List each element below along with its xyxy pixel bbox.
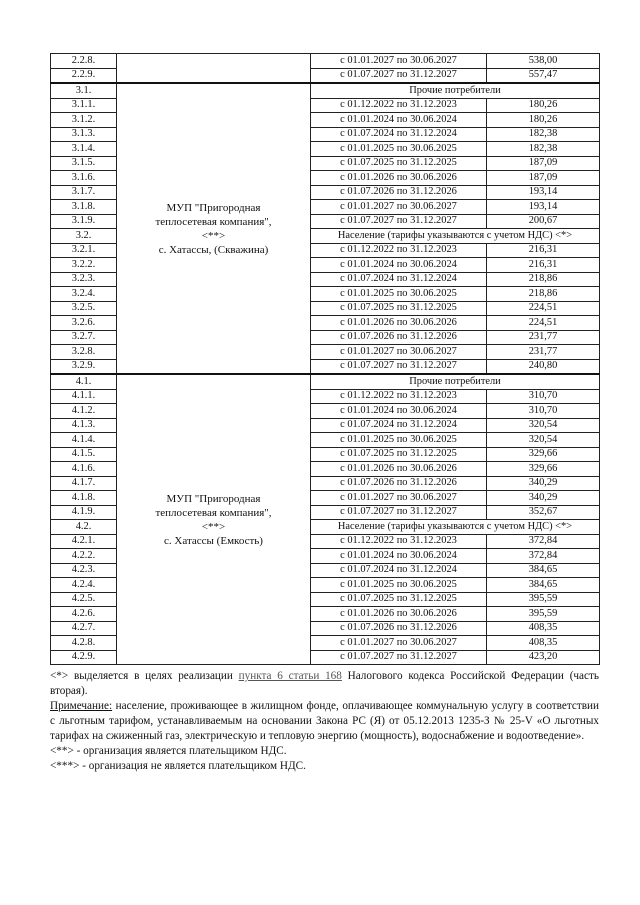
org-cell-empty — [117, 54, 311, 84]
row-number: 3.1.9. — [51, 214, 117, 229]
row-value: 320,54 — [487, 418, 600, 433]
row-number: 3.1.3. — [51, 127, 117, 142]
footnote-vat — [50, 669, 599, 699]
row-number: 4.1.8. — [51, 491, 117, 506]
row-number: 4.2.5. — [51, 592, 117, 607]
row-value: 408,35 — [487, 636, 600, 651]
footnote-vat-payer: <**> - организация является плательщиком НДС. — [50, 745, 287, 757]
row-value: 384,65 — [487, 578, 600, 593]
row-value: 329,66 — [487, 447, 600, 462]
table-row — [51, 54, 600, 69]
row-number: 4.2.6. — [51, 607, 117, 622]
row-period: с 01.12.2022 по 31.12.2023 — [311, 534, 487, 549]
row-value: 187,09 — [487, 156, 600, 171]
row-number: 3.1.2. — [51, 113, 117, 128]
row-period: с 01.01.2027 по 30.06.2027 — [311, 345, 487, 360]
row-period: с 01.07.2025 по 31.12.2025 — [311, 301, 487, 316]
row-period: с 01.07.2026 по 31.12.2026 — [311, 185, 487, 200]
row-period: с 01.01.2024 по 30.06.2024 — [311, 404, 487, 419]
footnote-vat-text-end: Налогового кодекса Российской Федерации (часть вторая). — [50, 670, 599, 697]
row-number: 3.1.4. — [51, 142, 117, 157]
footnote-remark — [50, 699, 599, 744]
remark-label: Примечание: — [50, 700, 113, 712]
section-title: Население (тарифы указываются с учетом НДС) <*> — [311, 229, 600, 244]
row-number: 3.1.1. — [51, 98, 117, 113]
row-period: с 01.07.2024 по 31.12.2024 — [311, 563, 487, 578]
row-period: с 01.12.2022 по 31.12.2023 — [311, 243, 487, 258]
row-number: 4.1.2. — [51, 404, 117, 419]
row-number: 3.2.3. — [51, 272, 117, 287]
row-number: 3.1.8. — [51, 200, 117, 215]
row-period: с 01.01.2024 по 30.06.2024 — [311, 549, 487, 564]
row-period: с 01.01.2026 по 30.06.2026 — [311, 462, 487, 477]
row-number: 4.2.2. — [51, 549, 117, 564]
row-period: с 01.01.2027 по 30.06.2027 — [311, 200, 487, 215]
row-period: с 01.01.2026 по 30.06.2026 — [311, 607, 487, 622]
row-value: 231,77 — [487, 345, 600, 360]
row-number: 3.2.2. — [51, 258, 117, 273]
row-period: с 01.01.2027 по 30.06.2027 — [311, 491, 487, 506]
row-value: 182,38 — [487, 127, 600, 142]
row-value: 193,14 — [487, 200, 600, 215]
row-number: 3.2.9. — [51, 359, 117, 374]
row-number: 2.2.9. — [51, 68, 117, 83]
organization-line: с. Хатассы (Емкость) — [164, 534, 263, 547]
row-value: 224,51 — [487, 316, 600, 331]
row-number: 4.2.1. — [51, 534, 117, 549]
row-number: 3.1.6. — [51, 171, 117, 186]
organization-line: МУП "Пригородная — [166, 492, 261, 505]
row-number: 4.1.5. — [51, 447, 117, 462]
row-value: 231,77 — [487, 330, 600, 345]
row-number: 2.2.8. — [51, 54, 117, 69]
row-period: с 01.12.2022 по 31.12.2023 — [311, 389, 487, 404]
row-period: с 01.01.2024 по 30.06.2024 — [311, 258, 487, 273]
organization-line: <**> — [201, 229, 226, 242]
row-value: 395,59 — [487, 607, 600, 622]
row-value: 423,20 — [487, 650, 600, 665]
row-number: 4.2.3. — [51, 563, 117, 578]
row-value: 218,86 — [487, 272, 600, 287]
organization-line: <**> — [201, 520, 226, 533]
row-number: 3.1.5. — [51, 156, 117, 171]
section-title: Прочие потребители — [311, 374, 600, 389]
row-period: с 01.07.2027 по 31.12.2027 — [311, 650, 487, 665]
row-period: с 01.07.2025 по 31.12.2025 — [311, 156, 487, 171]
organization-cell — [117, 374, 311, 665]
row-number: 3.2.6. — [51, 316, 117, 331]
row-number: 3.1.7. — [51, 185, 117, 200]
row-period: с 01.01.2027 по 30.06.2027 — [311, 636, 487, 651]
row-value: 187,09 — [487, 171, 600, 186]
tax-code-link[interactable]: пункта 6 статьи 168 — [238, 670, 342, 682]
row-number: 4.1.1. — [51, 389, 117, 404]
row-value: 329,66 — [487, 462, 600, 477]
row-period: с 01.07.2026 по 31.12.2026 — [311, 621, 487, 636]
row-period: с 01.07.2025 по 31.12.2025 — [311, 592, 487, 607]
row-number: 3.2.8. — [51, 345, 117, 360]
footnote-vat-text: <*> выделяется в целях реализации — [50, 670, 239, 682]
row-value: 180,26 — [487, 113, 600, 128]
footnote-non-vat-payer: <***> - организация не является плательщиком НДС. — [50, 760, 306, 772]
row-number: 4.2.8. — [51, 636, 117, 651]
row-period: с 01.07.2024 по 31.12.2024 — [311, 127, 487, 142]
row-period: с 01.07.2027 по 31.12.2027 — [311, 214, 487, 229]
organization-line: с. Хатассы, (Скважина) — [158, 243, 269, 256]
row-period: с 01.01.2024 по 30.06.2024 — [311, 113, 487, 128]
row-period: с 01.07.2024 по 31.12.2024 — [311, 418, 487, 433]
row-value: 218,86 — [487, 287, 600, 302]
row-value: 310,70 — [487, 389, 600, 404]
row-period: с 01.12.2022 по 31.12.2023 — [311, 98, 487, 113]
row-period: с 01.01.2025 по 30.06.2025 — [311, 287, 487, 302]
row-value: 372,84 — [487, 534, 600, 549]
row-value: 372,84 — [487, 549, 600, 564]
row-number: 3.2.5. — [51, 301, 117, 316]
row-value: 408,35 — [487, 621, 600, 636]
tariff-table-body — [51, 54, 600, 665]
organization-line: теплосетевая компания", — [155, 215, 272, 228]
row-period: с 01.01.2026 по 30.06.2026 — [311, 171, 487, 186]
row-period: с 01.07.2027 по 31.12.2027 — [311, 68, 487, 83]
row-period: с 01.01.2026 по 30.06.2026 — [311, 316, 487, 331]
row-period: с 01.07.2024 по 31.12.2024 — [311, 272, 487, 287]
section-title: Прочие потребители — [311, 83, 600, 98]
row-value: 384,65 — [487, 563, 600, 578]
row-period: с 01.07.2027 по 31.12.2027 — [311, 505, 487, 520]
row-value: 352,67 — [487, 505, 600, 520]
row-number: 4.1.9. — [51, 505, 117, 520]
row-value: 180,26 — [487, 98, 600, 113]
row-number: 3.2.7. — [51, 330, 117, 345]
section-header-row — [51, 374, 600, 389]
row-number: 4.2.9. — [51, 650, 117, 665]
row-value: 557,47 — [487, 68, 600, 83]
row-value: 310,70 — [487, 404, 600, 419]
row-value: 538,00 — [487, 54, 600, 69]
row-number: 4.1.6. — [51, 462, 117, 477]
row-value: 224,51 — [487, 301, 600, 316]
row-value: 395,59 — [487, 592, 600, 607]
remark-text: население, проживающее в жилищном фонде, оплачивающее коммунальную услугу в соответствии с льготным тарифом, устанавливаемым на основании Закона РС (Я) от 05.12.2013 1235-З № 25-V «О льготных тарифах на сжиженный газ, электрическую и тепловую энергию (мощность), водоснабжение и водоотведение». — [50, 700, 599, 742]
section-number: 3.1. — [51, 83, 117, 98]
footnotes — [50, 669, 599, 774]
row-value: 193,14 — [487, 185, 600, 200]
row-value: 240,80 — [487, 359, 600, 374]
row-period: с 01.07.2025 по 31.12.2025 — [311, 447, 487, 462]
organization-line: теплосетевая компания", — [155, 506, 272, 519]
row-number: 3.2.1. — [51, 243, 117, 258]
row-value: 320,54 — [487, 433, 600, 448]
section-header-row — [51, 83, 600, 98]
row-value: 216,31 — [487, 258, 600, 273]
section-number: 4.2. — [51, 520, 117, 535]
row-number: 4.2.4. — [51, 578, 117, 593]
row-period: с 01.07.2026 по 31.12.2026 — [311, 476, 487, 491]
row-number: 4.1.7. — [51, 476, 117, 491]
row-value: 200,67 — [487, 214, 600, 229]
row-number: 4.1.4. — [51, 433, 117, 448]
tariff-table — [50, 53, 600, 665]
section-number: 4.1. — [51, 374, 117, 389]
row-period: с 01.01.2025 по 30.06.2025 — [311, 142, 487, 157]
row-value: 340,29 — [487, 491, 600, 506]
row-number: 4.2.7. — [51, 621, 117, 636]
row-value: 340,29 — [487, 476, 600, 491]
row-period: с 01.01.2025 по 30.06.2025 — [311, 433, 487, 448]
row-period: с 01.07.2027 по 31.12.2027 — [311, 359, 487, 374]
row-number: 3.2.4. — [51, 287, 117, 302]
row-value: 216,31 — [487, 243, 600, 258]
section-title: Население (тарифы указываются с учетом НДС) <*> — [311, 520, 600, 535]
section-number: 3.2. — [51, 229, 117, 244]
row-value: 182,38 — [487, 142, 600, 157]
organization-line: МУП "Пригородная — [166, 201, 261, 214]
row-period: с 01.07.2026 по 31.12.2026 — [311, 330, 487, 345]
row-period: с 01.01.2025 по 30.06.2025 — [311, 578, 487, 593]
row-period: с 01.01.2027 по 30.06.2027 — [311, 54, 487, 69]
organization-cell — [117, 83, 311, 374]
row-number: 4.1.3. — [51, 418, 117, 433]
